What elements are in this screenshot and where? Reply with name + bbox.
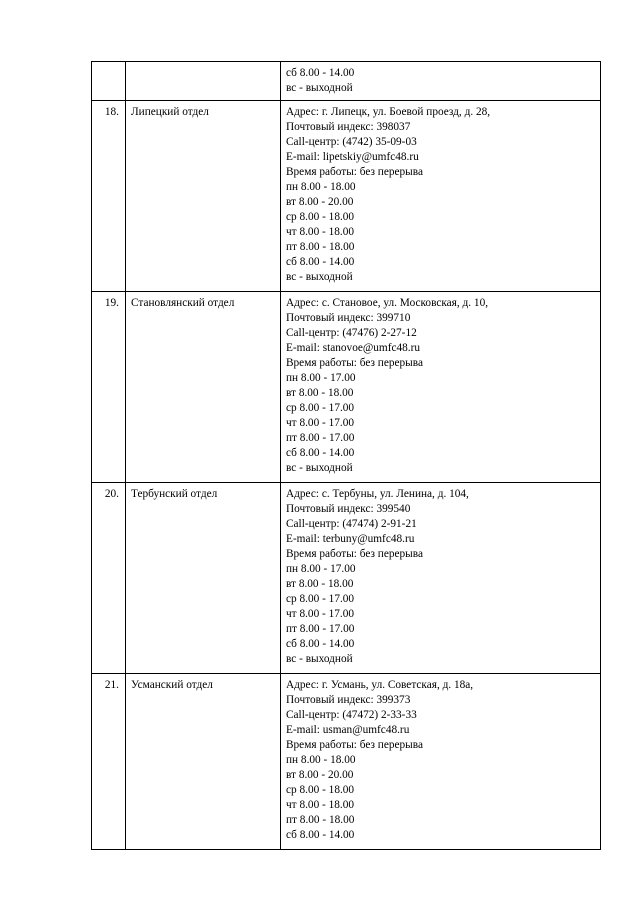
office-info-line: вс - выходной [286, 653, 353, 665]
office-info-line: E-mail: terbuny@umfc48.ru [286, 533, 415, 545]
office-info-line: Call-центр: (47474) 2-91-21 [286, 518, 417, 530]
office-name: Становлянский отдел [131, 297, 235, 309]
office-info-line: Адрес: г. Усмань, ул. Советская, д. 18а, [286, 679, 474, 691]
office-info-line: чт 8.00 - 18.00 [286, 226, 355, 238]
office-info-line: Адрес: с. Становое, ул. Московская, д. 10, [286, 297, 489, 309]
row-number-cell [92, 292, 126, 483]
row-number: 18. [104, 106, 119, 118]
row-number-cell [92, 674, 126, 850]
row-number [92, 62, 125, 70]
office-name-cell [126, 483, 281, 674]
office-name: Липецкий отдел [131, 106, 209, 118]
office-info-line: ср 8.00 - 17.00 [286, 593, 355, 605]
office-name-cell [126, 292, 281, 483]
office-info-line: ср 8.00 - 17.00 [286, 402, 355, 414]
office-info-line: вс - выходной [286, 271, 353, 283]
office-info-line: пт 8.00 - 17.00 [286, 623, 355, 635]
table-row [92, 483, 601, 674]
office-info-line: Время работы: без перерыва [286, 548, 423, 560]
office-info-line: вт 8.00 - 18.00 [286, 387, 354, 399]
office-info-cell [281, 483, 601, 674]
table-row [92, 674, 601, 850]
office-info-line: вт 8.00 - 18.00 [286, 578, 354, 590]
office-info-line: Call-центр: (4742) 35-09-03 [286, 136, 417, 148]
office-info-line: Почтовый индекс: 399540 [286, 503, 411, 515]
office-info-line: пт 8.00 - 18.00 [286, 241, 355, 253]
office-info-line: пн 8.00 - 17.00 [286, 372, 356, 384]
row-number: 21. [104, 679, 119, 691]
office-info-line: сб 8.00 - 14.00 [286, 829, 355, 841]
office-info-line: вт 8.00 - 20.00 [286, 196, 354, 208]
office-name-cell [126, 62, 281, 101]
office-info-line: пт 8.00 - 18.00 [286, 814, 355, 826]
office-info-line: Время работы: без перерыва [286, 739, 423, 751]
office-info-cell [281, 62, 601, 101]
office-info-line: пн 8.00 - 17.00 [286, 563, 356, 575]
office-info-line: пн 8.00 - 18.00 [286, 754, 356, 766]
row-number-cell [92, 483, 126, 674]
office-info-line: сб 8.00 - 14.00 [286, 256, 355, 268]
row-number-cell [92, 101, 126, 292]
office-info-line: чт 8.00 - 17.00 [286, 608, 355, 620]
row-number-cell [92, 62, 126, 101]
office-name: Усманский отдел [131, 679, 213, 691]
office-info-line: Время работы: без перерыва [286, 357, 423, 369]
table-row [92, 101, 601, 292]
offices-table [91, 61, 601, 850]
office-name-cell [126, 674, 281, 850]
office-name [126, 62, 280, 70]
office-info-line: E-mail: usman@umfc48.ru [286, 724, 410, 736]
office-info-line: сб 8.00 - 14.00 [286, 638, 355, 650]
office-info-line: ср 8.00 - 18.00 [286, 211, 355, 223]
office-info-line: чт 8.00 - 18.00 [286, 799, 355, 811]
office-info-line: пн 8.00 - 18.00 [286, 181, 356, 193]
row-number: 19. [104, 297, 119, 309]
office-info-line: пт 8.00 - 17.00 [286, 432, 355, 444]
office-info-line: Адрес: г. Липецк, ул. Боевой проезд, д. 28, [286, 106, 491, 118]
office-info-line: вс - выходной [286, 82, 353, 94]
office-info-cell [281, 292, 601, 483]
office-info-line: сб 8.00 - 14.00 [286, 67, 355, 79]
office-info-line: E-mail: lipetskiy@umfc48.ru [286, 151, 419, 163]
office-info-line: Call-центр: (47476) 2-27-12 [286, 327, 417, 339]
office-info-line: Почтовый индекс: 398037 [286, 121, 411, 133]
row-number: 20. [104, 488, 119, 500]
office-info-line: вт 8.00 - 20.00 [286, 769, 354, 781]
office-info-line: сб 8.00 - 14.00 [286, 447, 355, 459]
office-info-line: Адрес: с. Тербуны, ул. Ленина, д. 104, [286, 488, 469, 500]
table-row [92, 62, 601, 101]
offices-table-body [92, 62, 601, 850]
office-info-cell [281, 674, 601, 850]
office-name: Тербунский отдел [131, 488, 218, 500]
office-info-line: вс - выходной [286, 462, 353, 474]
office-info-line: Почтовый индекс: 399373 [286, 694, 411, 706]
office-info-line: ср 8.00 - 18.00 [286, 784, 355, 796]
office-info-line: Call-центр: (47472) 2-33-33 [286, 709, 417, 721]
office-info-line: E-mail: stanovoe@umfc48.ru [286, 342, 421, 354]
office-info-line: чт 8.00 - 17.00 [286, 417, 355, 429]
office-info-cell [281, 101, 601, 292]
table-row [92, 292, 601, 483]
office-name-cell [126, 101, 281, 292]
office-info-line: Почтовый индекс: 399710 [286, 312, 411, 324]
office-info-line: Время работы: без перерыва [286, 166, 423, 178]
